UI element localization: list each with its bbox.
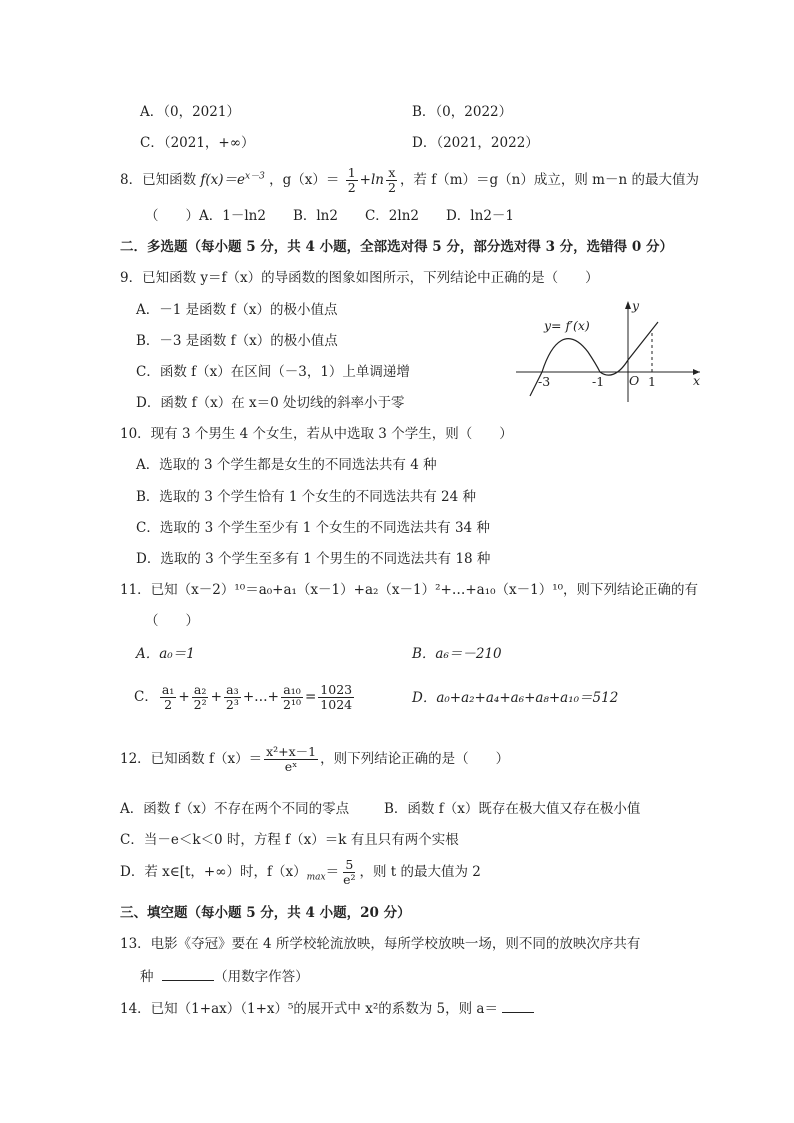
q12-suffix: ，则下列结论正确的是（ ） <box>320 751 510 767</box>
q11-option-b: B．a₆＝－210 <box>412 646 502 662</box>
q11-stem: 11．已知（x－2）¹⁰＝a₀+a₁（x－1）+a₂（x－1）²+…+a₁₀（x－1）¹⁰，则下列结论正确的有 <box>120 582 699 598</box>
q12-option-b: B．函数 f（x）既存在极大值又存在极小值 <box>384 801 641 817</box>
q11-c-term-1-den: 2 <box>164 697 173 712</box>
q9-option-d: D．函数 f（x）在 x＝0 处切线的斜率小于零 <box>136 395 405 411</box>
q9-stem: 9．已知函数 y＝f（x）的导函数的图象如图所示，下列结论中正确的是（ ） <box>120 270 599 286</box>
q11-c-term-1 <box>160 683 176 712</box>
q9-option-a: A．－1 是函数 f（x）的极小值点 <box>136 302 338 318</box>
q13-line2 <box>140 966 309 986</box>
q11-c-term-10-num: a₁₀ <box>283 682 301 697</box>
q8-f-exp: x－3 <box>245 171 265 182</box>
q11-c-term-2-num: a₂ <box>193 682 207 697</box>
q8-condition: ，若 f（m）＝g（n）成立，则 m－n 的最大值为 <box>399 172 699 188</box>
q12-prefix: 12．已知函数 f（x）＝ <box>120 751 263 767</box>
q14-line <box>120 998 534 1018</box>
q11-option-d: D．a₀+a₂+a₄+a₆+a₈+a₁₀＝512 <box>412 690 619 706</box>
q11-c-term-2 <box>192 683 209 712</box>
q11-c-term-3 <box>224 683 241 712</box>
q8-g-def: ，g（x）＝ <box>269 172 340 188</box>
q12-d-eq: ＝ <box>325 864 340 880</box>
q10-stem: 10．现有 3 个男生 4 个女生，若从中选取 3 个学生，则（ ） <box>120 426 513 442</box>
section-3-heading: 三、填空题（每小题 5 分，共 4 小题，20 分） <box>120 905 411 921</box>
tick-label-neg1: -1 <box>592 374 605 389</box>
derivative-graph <box>512 296 707 406</box>
q8-x-fraction <box>386 166 398 195</box>
q12-option-c: C．当－e＜k＜0 时，方程 f（x）＝k 有且只有两个实根 <box>120 832 459 848</box>
q10-option-c: C．选取的 3 个学生至少有 1 个女生的不同选法共有 34 种 <box>136 520 490 536</box>
origin-label: O <box>629 373 640 388</box>
q11-c-term-2-den: 2² <box>193 697 207 712</box>
q12-d-suffix: ，则 t 的最大值为 2 <box>359 864 481 880</box>
curve-label: y= f′(x) <box>544 318 590 333</box>
q12-d-fraction <box>341 858 357 887</box>
q8-options: （ ）A．1－ln2 B．ln2 C．2ln2 D．ln2－1 <box>145 208 514 224</box>
q7-option-c: C．（2021，+∞） <box>140 135 255 151</box>
q13-line1: 13．电影《夺冠》要在 4 所学校轮流放映，每所学校放映一场，则不同的放映次序共有 <box>120 936 641 952</box>
q9-option-c: C．函数 f（x）在区间（－3，1）上单调递增 <box>136 364 410 380</box>
q11-c-term-3-num: a₃ <box>226 682 239 697</box>
q11-c-term-3-den: 2³ <box>225 697 239 712</box>
q8-f-def: f(x)＝e <box>200 172 246 188</box>
q12-option-d <box>120 855 481 895</box>
q8-half-den: 2 <box>347 180 356 195</box>
q12-d-sub: max <box>306 872 326 883</box>
q7-option-d: D．（2021，2022） <box>412 135 539 151</box>
q7-option-a: A．（0，2021） <box>140 104 240 120</box>
q12-d-prefix: D．若 x∈[t，+∞）时，f（x） <box>120 864 307 880</box>
q11-option-a: A．a₀＝1 <box>136 646 195 662</box>
q11-c-result-den: 1024 <box>320 697 353 712</box>
q8-stem <box>120 166 699 195</box>
q9-option-b: B．－3 是函数 f（x）的极小值点 <box>136 333 338 349</box>
q14-text: 14．已知（1+ax）（1+x）⁵的展开式中 x²的系数为 5，则 a＝ <box>120 1001 498 1017</box>
q12-den: eˣ <box>284 759 298 774</box>
q11-c-dots: +…+ <box>242 689 279 705</box>
q11-option-c: C． $\frac{\text{a₁}}{2}$ + $\frac{\text{a₂}}{\text{2²}}$ + $\frac{\text{a₃}}{\text{2³}}$ +…+ $\frac{\text{a₁₀}}{\text{2¹⁰}}$ = $\frac{1023}{1024}$ <box>134 682 353 712</box>
y-axis-arrow <box>625 301 631 309</box>
q13-line2-suffix: （用数字作答） <box>214 969 309 985</box>
tick-label-neg3: -3 <box>538 374 551 389</box>
q13-line2-prefix: 种 <box>140 969 154 985</box>
q12-stem <box>120 742 509 776</box>
q11-c-result-num: 1023 <box>320 682 353 697</box>
q11-c-result <box>318 683 354 712</box>
q12-fraction <box>264 745 318 774</box>
q11-c-term-10-den: 2¹⁰ <box>283 697 301 712</box>
q10-option-b: B．选取的 3 个学生恰有 1 个女生的不同选法共有 24 种 <box>136 489 477 505</box>
q11-c-prefix: C． <box>134 689 158 705</box>
q11-c-term-1-num: a₁ <box>161 682 175 697</box>
q8-half-num: 1 <box>347 165 356 180</box>
q12-option-a: A．函数 f（x）不存在两个不同的零点 <box>120 801 350 817</box>
q8-prefix: 8．已知函数 <box>120 172 197 188</box>
q11-c-term-10 <box>281 683 303 712</box>
section-2-heading: 二．多选题（每小题 5 分，共 4 小题，全部选对得 5 分，部分选对得 3 分，选错得 0 分） <box>120 239 673 255</box>
q12-d-den: e² <box>343 872 356 887</box>
q8-half-fraction <box>346 166 358 195</box>
q12-d-num: 5 <box>345 857 354 872</box>
q10-option-a: A．选取的 3 个学生都是女生的不同选法共有 4 种 <box>136 457 437 473</box>
q8-x-num: x <box>388 165 396 180</box>
tick-label-1: 1 <box>648 374 656 389</box>
q8-x-den: 2 <box>387 180 396 195</box>
q14-answer-blank[interactable] <box>502 998 534 1013</box>
q8-plus-ln: +ln <box>359 172 384 188</box>
q13-answer-blank[interactable] <box>162 966 214 981</box>
x-axis-label: x <box>693 373 701 388</box>
q7-option-b: B．（0，2022） <box>412 104 513 120</box>
y-axis-label: y <box>632 298 640 313</box>
q10-option-d: D．选取的 3 个学生至多有 1 个男生的不同选法共有 18 种 <box>136 551 491 567</box>
q11-paren: （ ） <box>145 613 199 629</box>
q12-num: x²+x－1 <box>266 744 317 759</box>
